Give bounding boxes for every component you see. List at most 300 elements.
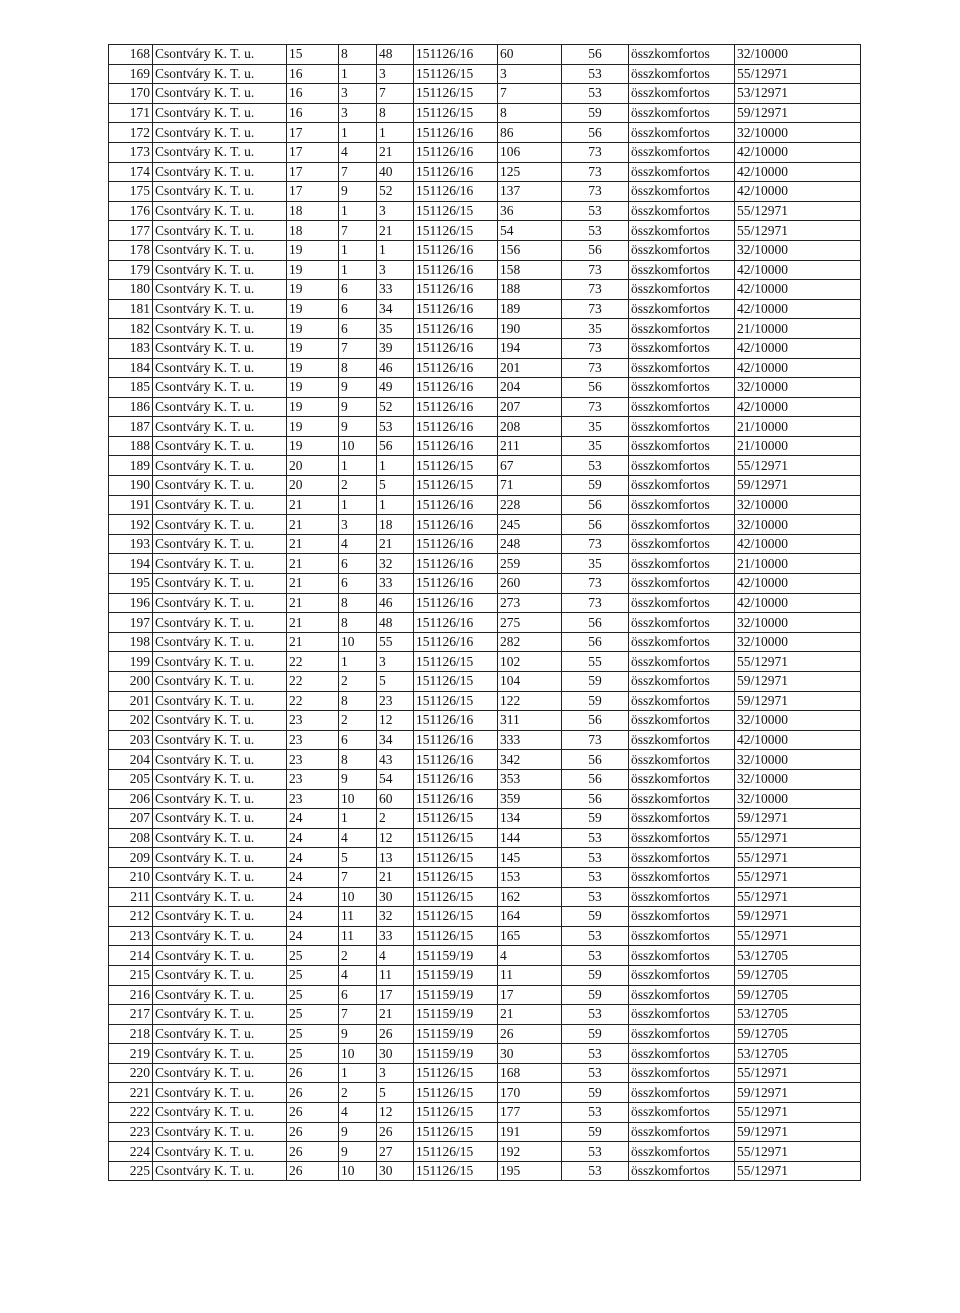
comfort-level-cell: összkomfortos xyxy=(629,867,735,887)
row-number-cell: 209 xyxy=(109,848,153,868)
row-number-cell: 189 xyxy=(109,456,153,476)
ownership-share-cell: 55/12971 xyxy=(735,1161,861,1181)
street-cell: Csontváry K. T. u. xyxy=(153,632,287,652)
row-number-cell: 213 xyxy=(109,926,153,946)
table-row xyxy=(109,1103,861,1123)
unit-number-cell: 248 xyxy=(498,534,562,554)
door-cell: 5 xyxy=(377,1083,414,1103)
lot-number-cell: 151126/15 xyxy=(414,1142,498,1162)
house-number-cell: 23 xyxy=(287,769,339,789)
lot-number-cell: 151126/16 xyxy=(414,338,498,358)
ownership-share-cell: 59/12971 xyxy=(735,907,861,927)
street-cell: Csontváry K. T. u. xyxy=(153,280,287,300)
door-cell: 30 xyxy=(377,887,414,907)
comfort-level-cell: összkomfortos xyxy=(629,319,735,339)
comfort-level-cell: összkomfortos xyxy=(629,201,735,221)
staircase-cell: 4 xyxy=(339,1103,377,1123)
comfort-level-cell: összkomfortos xyxy=(629,45,735,65)
ownership-share-cell: 42/10000 xyxy=(735,162,861,182)
staircase-cell: 10 xyxy=(339,1161,377,1181)
ownership-share-cell: 59/12705 xyxy=(735,965,861,985)
door-cell: 60 xyxy=(377,789,414,809)
unit-number-cell: 86 xyxy=(498,123,562,143)
house-number-cell: 25 xyxy=(287,985,339,1005)
ownership-share-cell: 32/10000 xyxy=(735,789,861,809)
street-cell: Csontváry K. T. u. xyxy=(153,554,287,574)
door-cell: 53 xyxy=(377,417,414,437)
floor-area-cell: 73 xyxy=(562,397,629,417)
row-number-cell: 169 xyxy=(109,64,153,84)
unit-number-cell: 189 xyxy=(498,299,562,319)
floor-area-cell: 59 xyxy=(562,985,629,1005)
comfort-level-cell: összkomfortos xyxy=(629,1044,735,1064)
row-number-cell: 182 xyxy=(109,319,153,339)
table-row xyxy=(109,691,861,711)
floor-area-cell: 53 xyxy=(562,1142,629,1162)
table-row xyxy=(109,965,861,985)
comfort-level-cell: összkomfortos xyxy=(629,495,735,515)
comfort-level-cell: összkomfortos xyxy=(629,456,735,476)
door-cell: 46 xyxy=(377,358,414,378)
street-cell: Csontváry K. T. u. xyxy=(153,456,287,476)
staircase-cell: 10 xyxy=(339,436,377,456)
row-number-cell: 184 xyxy=(109,358,153,378)
door-cell: 48 xyxy=(377,613,414,633)
ownership-share-cell: 59/12971 xyxy=(735,476,861,496)
row-number-cell: 215 xyxy=(109,965,153,985)
unit-number-cell: 353 xyxy=(498,769,562,789)
house-number-cell: 22 xyxy=(287,652,339,672)
table-row xyxy=(109,730,861,750)
table-row xyxy=(109,887,861,907)
street-cell: Csontváry K. T. u. xyxy=(153,1142,287,1162)
street-cell: Csontváry K. T. u. xyxy=(153,1063,287,1083)
comfort-level-cell: összkomfortos xyxy=(629,965,735,985)
lot-number-cell: 151159/19 xyxy=(414,1005,498,1025)
floor-area-cell: 59 xyxy=(562,1083,629,1103)
row-number-cell: 214 xyxy=(109,946,153,966)
door-cell: 26 xyxy=(377,1024,414,1044)
door-cell: 40 xyxy=(377,162,414,182)
ownership-share-cell: 42/10000 xyxy=(735,280,861,300)
ownership-share-cell: 55/12971 xyxy=(735,221,861,241)
unit-number-cell: 165 xyxy=(498,926,562,946)
comfort-level-cell: összkomfortos xyxy=(629,436,735,456)
row-number-cell: 218 xyxy=(109,1024,153,1044)
table-row xyxy=(109,632,861,652)
lot-number-cell: 151126/16 xyxy=(414,632,498,652)
unit-number-cell: 137 xyxy=(498,182,562,202)
street-cell: Csontváry K. T. u. xyxy=(153,613,287,633)
floor-area-cell: 59 xyxy=(562,672,629,692)
house-number-cell: 21 xyxy=(287,515,339,535)
door-cell: 21 xyxy=(377,867,414,887)
row-number-cell: 171 xyxy=(109,103,153,123)
floor-area-cell: 56 xyxy=(562,45,629,65)
lot-number-cell: 151126/15 xyxy=(414,84,498,104)
ownership-share-cell: 32/10000 xyxy=(735,123,861,143)
house-number-cell: 22 xyxy=(287,672,339,692)
floor-area-cell: 56 xyxy=(562,789,629,809)
comfort-level-cell: összkomfortos xyxy=(629,162,735,182)
house-number-cell: 24 xyxy=(287,926,339,946)
street-cell: Csontváry K. T. u. xyxy=(153,730,287,750)
comfort-level-cell: összkomfortos xyxy=(629,338,735,358)
comfort-level-cell: összkomfortos xyxy=(629,1063,735,1083)
lot-number-cell: 151126/16 xyxy=(414,436,498,456)
comfort-level-cell: összkomfortos xyxy=(629,887,735,907)
staircase-cell: 6 xyxy=(339,280,377,300)
table-row xyxy=(109,319,861,339)
floor-area-cell: 53 xyxy=(562,946,629,966)
table-row xyxy=(109,1083,861,1103)
ownership-share-cell: 42/10000 xyxy=(735,358,861,378)
staircase-cell: 4 xyxy=(339,965,377,985)
floor-area-cell: 35 xyxy=(562,319,629,339)
house-number-cell: 18 xyxy=(287,221,339,241)
staircase-cell: 8 xyxy=(339,691,377,711)
lot-number-cell: 151126/15 xyxy=(414,201,498,221)
table-row xyxy=(109,750,861,770)
unit-number-cell: 17 xyxy=(498,985,562,1005)
house-number-cell: 19 xyxy=(287,436,339,456)
door-cell: 52 xyxy=(377,397,414,417)
house-number-cell: 23 xyxy=(287,750,339,770)
row-number-cell: 174 xyxy=(109,162,153,182)
ownership-share-cell: 55/12971 xyxy=(735,848,861,868)
floor-area-cell: 53 xyxy=(562,1005,629,1025)
floor-area-cell: 53 xyxy=(562,848,629,868)
street-cell: Csontváry K. T. u. xyxy=(153,397,287,417)
lot-number-cell: 151126/15 xyxy=(414,867,498,887)
lot-number-cell: 151126/16 xyxy=(414,593,498,613)
staircase-cell: 8 xyxy=(339,593,377,613)
lot-number-cell: 151126/16 xyxy=(414,319,498,339)
unit-number-cell: 188 xyxy=(498,280,562,300)
door-cell: 17 xyxy=(377,985,414,1005)
lot-number-cell: 151126/16 xyxy=(414,769,498,789)
table-body xyxy=(109,45,861,1181)
unit-number-cell: 207 xyxy=(498,397,562,417)
unit-number-cell: 71 xyxy=(498,476,562,496)
ownership-share-cell: 55/12971 xyxy=(735,652,861,672)
door-cell: 52 xyxy=(377,182,414,202)
house-number-cell: 24 xyxy=(287,809,339,829)
lot-number-cell: 151126/15 xyxy=(414,1063,498,1083)
comfort-level-cell: összkomfortos xyxy=(629,260,735,280)
row-number-cell: 192 xyxy=(109,515,153,535)
row-number-cell: 198 xyxy=(109,632,153,652)
unit-number-cell: 153 xyxy=(498,867,562,887)
floor-area-cell: 55 xyxy=(562,652,629,672)
comfort-level-cell: összkomfortos xyxy=(629,985,735,1005)
street-cell: Csontváry K. T. u. xyxy=(153,221,287,241)
unit-number-cell: 4 xyxy=(498,946,562,966)
door-cell: 33 xyxy=(377,926,414,946)
table-row xyxy=(109,397,861,417)
house-number-cell: 19 xyxy=(287,378,339,398)
table-row xyxy=(109,338,861,358)
unit-number-cell: 30 xyxy=(498,1044,562,1064)
floor-area-cell: 53 xyxy=(562,84,629,104)
floor-area-cell: 53 xyxy=(562,867,629,887)
row-number-cell: 196 xyxy=(109,593,153,613)
unit-number-cell: 3 xyxy=(498,64,562,84)
house-number-cell: 19 xyxy=(287,280,339,300)
staircase-cell: 6 xyxy=(339,554,377,574)
floor-area-cell: 56 xyxy=(562,613,629,633)
comfort-level-cell: összkomfortos xyxy=(629,750,735,770)
row-number-cell: 177 xyxy=(109,221,153,241)
staircase-cell: 2 xyxy=(339,476,377,496)
comfort-level-cell: összkomfortos xyxy=(629,907,735,927)
ownership-share-cell: 55/12971 xyxy=(735,1063,861,1083)
street-cell: Csontváry K. T. u. xyxy=(153,123,287,143)
ownership-share-cell: 53/12705 xyxy=(735,946,861,966)
street-cell: Csontváry K. T. u. xyxy=(153,965,287,985)
staircase-cell: 6 xyxy=(339,574,377,594)
door-cell: 8 xyxy=(377,103,414,123)
staircase-cell: 4 xyxy=(339,142,377,162)
ownership-share-cell: 21/10000 xyxy=(735,417,861,437)
ownership-share-cell: 59/12971 xyxy=(735,1122,861,1142)
comfort-level-cell: összkomfortos xyxy=(629,672,735,692)
staircase-cell: 10 xyxy=(339,1044,377,1064)
floor-area-cell: 73 xyxy=(562,142,629,162)
unit-number-cell: 201 xyxy=(498,358,562,378)
house-number-cell: 24 xyxy=(287,828,339,848)
street-cell: Csontváry K. T. u. xyxy=(153,652,287,672)
ownership-share-cell: 21/10000 xyxy=(735,436,861,456)
house-number-cell: 16 xyxy=(287,103,339,123)
lot-number-cell: 151126/15 xyxy=(414,456,498,476)
table-row xyxy=(109,260,861,280)
house-number-cell: 24 xyxy=(287,867,339,887)
staircase-cell: 1 xyxy=(339,201,377,221)
lot-number-cell: 151126/15 xyxy=(414,828,498,848)
table-row xyxy=(109,103,861,123)
lot-number-cell: 151126/15 xyxy=(414,1103,498,1123)
street-cell: Csontváry K. T. u. xyxy=(153,358,287,378)
unit-number-cell: 7 xyxy=(498,84,562,104)
comfort-level-cell: összkomfortos xyxy=(629,1103,735,1123)
street-cell: Csontváry K. T. u. xyxy=(153,672,287,692)
unit-number-cell: 311 xyxy=(498,711,562,731)
unit-number-cell: 26 xyxy=(498,1024,562,1044)
house-number-cell: 17 xyxy=(287,162,339,182)
street-cell: Csontváry K. T. u. xyxy=(153,769,287,789)
lot-number-cell: 151126/16 xyxy=(414,182,498,202)
unit-number-cell: 60 xyxy=(498,45,562,65)
ownership-share-cell: 53/12705 xyxy=(735,1005,861,1025)
comfort-level-cell: összkomfortos xyxy=(629,1122,735,1142)
ownership-share-cell: 55/12971 xyxy=(735,1142,861,1162)
floor-area-cell: 59 xyxy=(562,907,629,927)
street-cell: Csontváry K. T. u. xyxy=(153,1024,287,1044)
unit-number-cell: 259 xyxy=(498,554,562,574)
street-cell: Csontváry K. T. u. xyxy=(153,750,287,770)
row-number-cell: 194 xyxy=(109,554,153,574)
lot-number-cell: 151126/16 xyxy=(414,397,498,417)
door-cell: 13 xyxy=(377,848,414,868)
unit-number-cell: 273 xyxy=(498,593,562,613)
lot-number-cell: 151126/16 xyxy=(414,574,498,594)
lot-number-cell: 151126/16 xyxy=(414,45,498,65)
street-cell: Csontváry K. T. u. xyxy=(153,515,287,535)
street-cell: Csontváry K. T. u. xyxy=(153,64,287,84)
door-cell: 39 xyxy=(377,338,414,358)
comfort-level-cell: összkomfortos xyxy=(629,103,735,123)
comfort-level-cell: összkomfortos xyxy=(629,1024,735,1044)
staircase-cell: 7 xyxy=(339,221,377,241)
floor-area-cell: 73 xyxy=(562,593,629,613)
table-row xyxy=(109,1063,861,1083)
staircase-cell: 3 xyxy=(339,103,377,123)
comfort-level-cell: összkomfortos xyxy=(629,299,735,319)
unit-number-cell: 170 xyxy=(498,1083,562,1103)
comfort-level-cell: összkomfortos xyxy=(629,397,735,417)
unit-number-cell: 195 xyxy=(498,1161,562,1181)
lot-number-cell: 151159/19 xyxy=(414,946,498,966)
door-cell: 30 xyxy=(377,1161,414,1181)
table-row xyxy=(109,280,861,300)
ownership-share-cell: 21/10000 xyxy=(735,319,861,339)
staircase-cell: 8 xyxy=(339,750,377,770)
comfort-level-cell: összkomfortos xyxy=(629,142,735,162)
unit-number-cell: 156 xyxy=(498,240,562,260)
staircase-cell: 1 xyxy=(339,809,377,829)
house-number-cell: 25 xyxy=(287,1044,339,1064)
door-cell: 43 xyxy=(377,750,414,770)
staircase-cell: 5 xyxy=(339,848,377,868)
floor-area-cell: 59 xyxy=(562,809,629,829)
floor-area-cell: 73 xyxy=(562,534,629,554)
house-number-cell: 19 xyxy=(287,240,339,260)
floor-area-cell: 53 xyxy=(562,201,629,221)
floor-area-cell: 59 xyxy=(562,1122,629,1142)
door-cell: 21 xyxy=(377,1005,414,1025)
floor-area-cell: 53 xyxy=(562,926,629,946)
door-cell: 1 xyxy=(377,240,414,260)
unit-number-cell: 192 xyxy=(498,1142,562,1162)
ownership-share-cell: 42/10000 xyxy=(735,338,861,358)
staircase-cell: 1 xyxy=(339,495,377,515)
street-cell: Csontváry K. T. u. xyxy=(153,1103,287,1123)
table-row xyxy=(109,64,861,84)
house-number-cell: 21 xyxy=(287,574,339,594)
floor-area-cell: 73 xyxy=(562,182,629,202)
door-cell: 11 xyxy=(377,965,414,985)
comfort-level-cell: összkomfortos xyxy=(629,691,735,711)
table-row xyxy=(109,672,861,692)
floor-area-cell: 53 xyxy=(562,828,629,848)
door-cell: 12 xyxy=(377,711,414,731)
row-number-cell: 173 xyxy=(109,142,153,162)
row-number-cell: 216 xyxy=(109,985,153,1005)
table-row xyxy=(109,201,861,221)
row-number-cell: 185 xyxy=(109,378,153,398)
house-number-cell: 21 xyxy=(287,495,339,515)
floor-area-cell: 53 xyxy=(562,1161,629,1181)
staircase-cell: 11 xyxy=(339,926,377,946)
ownership-share-cell: 59/12971 xyxy=(735,691,861,711)
ownership-share-cell: 42/10000 xyxy=(735,397,861,417)
door-cell: 54 xyxy=(377,769,414,789)
street-cell: Csontváry K. T. u. xyxy=(153,828,287,848)
table-row xyxy=(109,240,861,260)
floor-area-cell: 73 xyxy=(562,260,629,280)
row-number-cell: 197 xyxy=(109,613,153,633)
lot-number-cell: 151126/15 xyxy=(414,103,498,123)
street-cell: Csontváry K. T. u. xyxy=(153,495,287,515)
comfort-level-cell: összkomfortos xyxy=(629,1005,735,1025)
floor-area-cell: 73 xyxy=(562,358,629,378)
floor-area-cell: 53 xyxy=(562,1044,629,1064)
ownership-share-cell: 55/12971 xyxy=(735,887,861,907)
comfort-level-cell: összkomfortos xyxy=(629,769,735,789)
street-cell: Csontváry K. T. u. xyxy=(153,534,287,554)
floor-area-cell: 53 xyxy=(562,221,629,241)
ownership-share-cell: 32/10000 xyxy=(735,45,861,65)
ownership-share-cell: 32/10000 xyxy=(735,515,861,535)
house-number-cell: 17 xyxy=(287,123,339,143)
floor-area-cell: 73 xyxy=(562,162,629,182)
row-number-cell: 224 xyxy=(109,1142,153,1162)
table-row xyxy=(109,828,861,848)
row-number-cell: 225 xyxy=(109,1161,153,1181)
table-row xyxy=(109,495,861,515)
floor-area-cell: 53 xyxy=(562,1063,629,1083)
table-row xyxy=(109,123,861,143)
comfort-level-cell: összkomfortos xyxy=(629,593,735,613)
unit-number-cell: 134 xyxy=(498,809,562,829)
street-cell: Csontváry K. T. u. xyxy=(153,593,287,613)
ownership-share-cell: 59/12971 xyxy=(735,672,861,692)
table-row xyxy=(109,711,861,731)
row-number-cell: 222 xyxy=(109,1103,153,1123)
staircase-cell: 8 xyxy=(339,45,377,65)
door-cell: 33 xyxy=(377,574,414,594)
lot-number-cell: 151126/16 xyxy=(414,162,498,182)
staircase-cell: 8 xyxy=(339,613,377,633)
unit-number-cell: 106 xyxy=(498,142,562,162)
staircase-cell: 7 xyxy=(339,162,377,182)
unit-number-cell: 204 xyxy=(498,378,562,398)
floor-area-cell: 56 xyxy=(562,750,629,770)
house-number-cell: 21 xyxy=(287,632,339,652)
door-cell: 3 xyxy=(377,201,414,221)
lot-number-cell: 151126/15 xyxy=(414,652,498,672)
unit-number-cell: 11 xyxy=(498,965,562,985)
staircase-cell: 6 xyxy=(339,985,377,1005)
lot-number-cell: 151159/19 xyxy=(414,985,498,1005)
comfort-level-cell: összkomfortos xyxy=(629,711,735,731)
door-cell: 23 xyxy=(377,691,414,711)
floor-area-cell: 73 xyxy=(562,574,629,594)
comfort-level-cell: összkomfortos xyxy=(629,240,735,260)
unit-number-cell: 245 xyxy=(498,515,562,535)
ownership-share-cell: 21/10000 xyxy=(735,554,861,574)
house-number-cell: 23 xyxy=(287,789,339,809)
unit-number-cell: 342 xyxy=(498,750,562,770)
comfort-level-cell: összkomfortos xyxy=(629,534,735,554)
table-row xyxy=(109,1044,861,1064)
ownership-share-cell: 55/12971 xyxy=(735,828,861,848)
lot-number-cell: 151126/16 xyxy=(414,358,498,378)
staircase-cell: 1 xyxy=(339,64,377,84)
door-cell: 34 xyxy=(377,730,414,750)
floor-area-cell: 56 xyxy=(562,240,629,260)
